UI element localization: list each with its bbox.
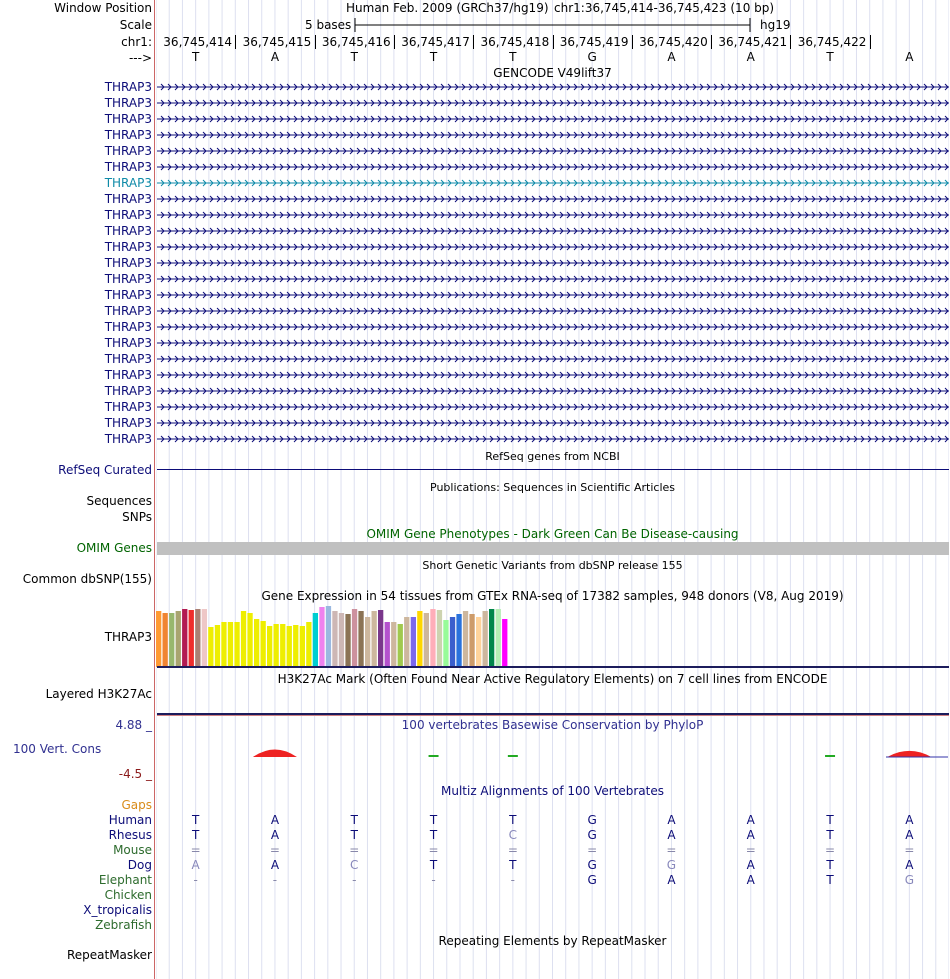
gaps-label[interactable]: Gaps (121, 798, 152, 812)
alignment-base: T (826, 858, 834, 872)
gtex-tissue-bar[interactable] (319, 607, 324, 667)
gencode-transcript[interactable] (157, 370, 949, 380)
assembly-title: Human Feb. 2009 (GRCh37/hg19) (346, 1, 549, 15)
publications-track-title: Publications: Sequences in Scientific Articles (430, 481, 675, 494)
gencode-transcript[interactable] (157, 322, 949, 332)
dbsnp-label[interactable]: Common dbSNP(155) (22, 572, 152, 586)
scale-label: Scale (119, 18, 152, 32)
gencode-gene-label[interactable]: THRAP3 (104, 208, 152, 222)
gtex-tissue-bar[interactable] (372, 611, 377, 667)
h3k27ac-red-rule (157, 715, 949, 716)
multiz-track-title: Multiz Alignments of 100 Vertebrates (440, 784, 665, 798)
base-letter: A (667, 50, 676, 64)
gtex-tissue-bar[interactable] (358, 611, 363, 667)
h3k27ac-top-rule (157, 666, 949, 668)
dbsnp-track-title: Short Genetic Variants from dbSNP release 155 (422, 559, 683, 572)
h3k27ac-track-title: H3K27Ac Mark (Often Found Near Active Regulatory Elements) on 7 cell lines from ENCODE (277, 672, 828, 686)
gtex-tissue-bar[interactable] (287, 626, 292, 667)
alignment-base: A (905, 813, 914, 827)
species-label[interactable]: Human (108, 813, 152, 827)
gtex-tissue-bar[interactable] (443, 620, 448, 667)
conservation-max-label: 4.88 _ (115, 718, 152, 732)
alignment-base: = (904, 843, 915, 857)
gtex-tissue-bar[interactable] (502, 619, 507, 667)
gtex-tissue-bar[interactable] (195, 609, 200, 667)
gtex-tissue-bar[interactable] (450, 617, 455, 667)
gtex-tissue-bar[interactable] (163, 613, 168, 667)
coordinate-tick (235, 35, 236, 49)
gencode-transcript[interactable] (157, 82, 949, 92)
gtex-tissue-bar[interactable] (385, 622, 390, 667)
gencode-transcript[interactable] (157, 290, 949, 300)
gtex-tissue-bar[interactable] (398, 624, 403, 667)
alignment-base: - (431, 873, 436, 887)
gtex-tissue-bar[interactable] (483, 611, 488, 667)
gtex-tissue-bar[interactable] (234, 622, 239, 667)
gencode-gene-label[interactable]: THRAP3 (104, 144, 152, 158)
gtex-tissue-bar[interactable] (215, 625, 220, 667)
alignment-base: A (667, 828, 676, 842)
gtex-tissue-bar[interactable] (156, 611, 161, 667)
gencode-gene-label[interactable]: THRAP3 (104, 400, 152, 414)
conservation-graph[interactable] (156, 735, 949, 775)
alignment-base: G (904, 873, 914, 887)
gencode-gene-label[interactable]: THRAP3 (104, 384, 152, 398)
gencode-transcript[interactable] (157, 418, 949, 428)
species-label[interactable]: Rhesus (108, 828, 152, 842)
gtex-tissue-bar[interactable] (378, 610, 383, 667)
publications-label[interactable]: Sequences (86, 494, 152, 508)
conservation-peak (887, 751, 931, 757)
gencode-transcript[interactable] (157, 98, 949, 108)
species-label[interactable]: Mouse (113, 843, 152, 857)
gtex-tissue-bar[interactable] (352, 609, 357, 667)
gtex-tissue-bar[interactable] (476, 617, 481, 667)
alignment-base: = (428, 843, 439, 857)
gencode-gene-label[interactable]: THRAP3 (104, 336, 152, 350)
scale-text: 5 bases (305, 18, 352, 32)
gencode-gene-label[interactable]: THRAP3 (104, 224, 152, 238)
gtex-tissue-bar[interactable] (254, 619, 259, 667)
base-letter: A (270, 50, 280, 64)
gtex-tissue-bar[interactable] (169, 613, 174, 667)
alignment-base: T (429, 813, 438, 827)
alignment-base: T (826, 873, 834, 887)
gencode-transcript[interactable] (157, 258, 949, 268)
conservation-peak (253, 749, 297, 757)
gtex-tissue-bar[interactable] (326, 606, 331, 667)
alignment-base: T (429, 858, 438, 872)
h3k27ac-label[interactable]: Layered H3K27Ac (45, 687, 152, 701)
coordinate-label: 36,745,421 (718, 35, 788, 49)
coordinate-tick (473, 35, 474, 49)
base-letter: G (587, 50, 597, 64)
omim-gene-bar[interactable] (157, 542, 949, 555)
alignment-base: T (826, 813, 834, 827)
db-name: hg19 (760, 18, 791, 32)
alignment-base: A (270, 828, 280, 842)
gencode-gene-label[interactable]: THRAP3 (104, 240, 152, 254)
gencode-transcript[interactable] (157, 434, 949, 444)
alignment-base: = (745, 843, 756, 857)
gtex-tissue-bar[interactable] (391, 622, 396, 667)
conservation-min-label: -4.5 _ (118, 767, 152, 781)
alignment-base: G (587, 873, 597, 887)
chrom-label: chr1: (121, 35, 152, 49)
gtex-tissue-bar[interactable] (228, 622, 233, 667)
gtex-tissue-bar[interactable] (221, 622, 226, 667)
species-label[interactable]: X_tropicalis (83, 903, 152, 917)
gtex-tissue-bar[interactable] (496, 609, 501, 667)
coordinate-label: 36,745,416 (321, 35, 391, 49)
alignment-base: = (666, 843, 677, 857)
alignment-base: - (272, 873, 278, 887)
alignment-base: A (667, 813, 676, 827)
strand-label: ---> (128, 51, 152, 65)
gencode-transcript[interactable] (157, 210, 949, 220)
gtex-tissue-bar[interactable] (208, 627, 213, 667)
coordinate-label: 36,745,414 (163, 35, 233, 49)
gtex-tissue-bar[interactable] (261, 621, 266, 667)
window-position-label: Window Position (54, 1, 152, 15)
coordinate-tick (870, 35, 871, 49)
gencode-gene-label[interactable]: THRAP3 (104, 320, 152, 334)
gtex-tissue-bar[interactable] (241, 611, 246, 667)
alignment-base: A (191, 858, 200, 872)
omim-track-title: OMIM Gene Phenotypes - Dark Green Can Be Disease-causing (366, 527, 739, 541)
gencode-gene-label[interactable]: THRAP3 (104, 128, 152, 142)
alignment-base: = (587, 843, 598, 857)
repeatmasker-track-title: Repeating Elements by RepeatMasker (438, 934, 667, 948)
coordinate-tick (790, 35, 791, 49)
gtex-tissue-bar[interactable] (293, 625, 298, 667)
alignment-base: A (667, 873, 676, 887)
gencode-gene-label[interactable]: THRAP3 (104, 288, 152, 302)
alignment-base: A (746, 873, 755, 887)
gencode-gene-label[interactable]: THRAP3 (104, 416, 152, 430)
scale-bar (353, 17, 753, 33)
species-label[interactable]: Dog (127, 858, 152, 872)
alignment-base: A (270, 813, 280, 827)
coordinate-label: 36,745,418 (480, 35, 550, 49)
alignment-base: A (746, 828, 755, 842)
alignment-base: = (349, 843, 360, 857)
alignment-base: C (508, 828, 518, 842)
gencode-transcript[interactable] (157, 162, 949, 172)
gtex-label[interactable]: THRAP3 (104, 630, 152, 644)
alignment-base: - (193, 873, 198, 887)
gencode-gene-label[interactable]: THRAP3 (104, 432, 152, 446)
alignment-base: T (429, 828, 438, 842)
coordinate-tick (632, 35, 633, 49)
coordinate-tick (553, 35, 554, 49)
gtex-tissue-bar[interactable] (176, 611, 181, 667)
gtex-bar-graph[interactable] (156, 603, 556, 667)
gtex-tissue-bar[interactable] (202, 609, 207, 667)
alignment-base: T (509, 813, 517, 827)
label-divider (154, 0, 155, 979)
gencode-gene-label[interactable]: THRAP3 (104, 304, 152, 318)
species-label[interactable]: Elephant (98, 873, 152, 887)
gtex-tissue-bar[interactable] (424, 613, 429, 667)
species-label[interactable]: Chicken (104, 888, 152, 902)
omim-label[interactable]: OMIM Genes (76, 541, 152, 555)
gencode-transcript[interactable] (157, 306, 949, 316)
gtex-tissue-bar[interactable] (411, 617, 416, 667)
gencode-gene-label[interactable]: THRAP3 (104, 368, 152, 382)
base-letter: A (905, 50, 914, 64)
gtex-tissue-bar[interactable] (339, 613, 344, 667)
alignment-base: G (666, 858, 677, 872)
coordinate-label: 36,745,417 (401, 35, 470, 49)
gtex-tissue-bar[interactable] (306, 622, 311, 667)
alignment-base: G (587, 828, 597, 842)
alignment-base: = (507, 843, 518, 857)
gencode-gene-label[interactable]: THRAP3 (104, 96, 152, 110)
gencode-transcript[interactable] (157, 146, 949, 156)
conservation-track-title: 100 vertebrates Basewise Conservation by PhyloP (401, 718, 704, 732)
gencode-track-title: GENCODE V49lift37 (493, 66, 612, 80)
gtex-tissue-bar[interactable] (430, 609, 435, 667)
gencode-gene-label[interactable]: THRAP3 (104, 352, 152, 366)
gencode-transcript[interactable] (157, 194, 949, 204)
gencode-transcript[interactable] (157, 178, 949, 188)
gtex-tissue-bar[interactable] (365, 617, 370, 667)
coordinate-tick (394, 35, 395, 49)
alignment-base: A (746, 813, 755, 827)
alignment-base: T (191, 828, 200, 842)
gencode-transcript[interactable] (157, 386, 949, 396)
repeatmasker-label[interactable]: RepeatMasker (66, 948, 152, 962)
conservation-label[interactable]: 100 Vert. Cons (13, 742, 102, 756)
gtex-tissue-bar[interactable] (313, 613, 318, 667)
gtex-tissue-bar[interactable] (437, 610, 442, 667)
position-text: chr1:36,745,414-36,745,423 (10 bp) (554, 1, 775, 15)
gencode-transcript[interactable] (157, 338, 949, 348)
species-label[interactable]: Zebrafish (95, 918, 152, 932)
coordinate-tick (315, 35, 316, 49)
gtex-tissue-bar[interactable] (456, 614, 461, 667)
gtex-tissue-bar[interactable] (300, 626, 305, 667)
gencode-gene-label[interactable]: THRAP3 (104, 80, 152, 94)
gtex-tissue-bar[interactable] (267, 626, 272, 667)
gtex-tissue-bar[interactable] (489, 609, 494, 667)
gencode-gene-label[interactable]: THRAP3 (104, 256, 152, 270)
gencode-transcript[interactable] (157, 354, 949, 364)
gencode-transcript[interactable] (157, 226, 949, 236)
gtex-tissue-bar[interactable] (182, 609, 187, 667)
gtex-tissue-bar[interactable] (404, 617, 409, 667)
gtex-tissue-bar[interactable] (280, 624, 285, 667)
gtex-tissue-bar[interactable] (247, 613, 252, 667)
alignment-base: A (905, 828, 914, 842)
alignment-base: G (587, 813, 597, 827)
gencode-gene-label[interactable]: THRAP3 (104, 112, 152, 126)
gencode-gene-label[interactable]: THRAP3 (104, 176, 152, 190)
gtex-tissue-bar[interactable] (469, 614, 474, 667)
gencode-gene-label[interactable]: THRAP3 (104, 160, 152, 174)
coordinate-label: 36,745,420 (639, 35, 708, 49)
base-letter: T (191, 50, 200, 64)
gencode-gene-label[interactable]: THRAP3 (104, 272, 152, 286)
alignment-base: T (191, 813, 200, 827)
alignment-base: T (509, 858, 517, 872)
gencode-transcript[interactable] (157, 130, 949, 140)
alignment-base: G (587, 858, 597, 872)
gencode-gene-label[interactable]: THRAP3 (104, 192, 152, 206)
alignment-base: - (510, 873, 516, 887)
gencode-transcript[interactable] (157, 114, 949, 124)
alignment-base: T (350, 828, 358, 842)
gtex-tissue-bar[interactable] (274, 624, 279, 667)
gtex-tissue-bar[interactable] (189, 610, 194, 667)
refseq-track-title: RefSeq genes from NCBI (485, 450, 620, 463)
base-letter: A (746, 50, 755, 64)
coordinate-label: 36,745,422 (797, 35, 867, 49)
alignment-base: T (350, 813, 358, 827)
alignment-base: - (352, 873, 357, 887)
snps-label[interactable]: SNPs (122, 510, 152, 524)
gencode-transcript[interactable] (157, 402, 949, 412)
gtex-tissue-bar[interactable] (332, 611, 337, 667)
alignment-base: = (269, 843, 280, 857)
alignment-base: A (746, 858, 755, 872)
alignment-base: T (826, 828, 834, 842)
alignment-base: C (350, 858, 359, 872)
gtex-tissue-bar[interactable] (345, 614, 350, 667)
gtex-tissue-bar[interactable] (417, 611, 422, 667)
gtex-track-title: Gene Expression in 54 tissues from GTEx RNA-seq of 17382 samples, 948 donors (V8, Aug 2019) (261, 589, 844, 603)
gtex-tissue-bar[interactable] (463, 611, 468, 667)
gencode-transcript[interactable] (157, 242, 949, 252)
coordinate-label: 36,745,419 (559, 35, 629, 49)
coordinate-label: 36,745,415 (242, 35, 312, 49)
base-letter: T (429, 50, 438, 64)
gencode-transcript[interactable] (157, 274, 949, 284)
refseq-gene-line[interactable] (157, 469, 949, 470)
alignment-base: = (190, 843, 201, 857)
base-letter: T (826, 50, 834, 64)
alignment-base: A (270, 858, 280, 872)
coordinate-tick (711, 35, 712, 49)
alignment-base: = (825, 843, 836, 857)
refseq-label[interactable]: RefSeq Curated (58, 463, 152, 477)
base-letter: T (350, 50, 358, 64)
alignment-base: A (905, 858, 914, 872)
base-letter: T (509, 50, 517, 64)
